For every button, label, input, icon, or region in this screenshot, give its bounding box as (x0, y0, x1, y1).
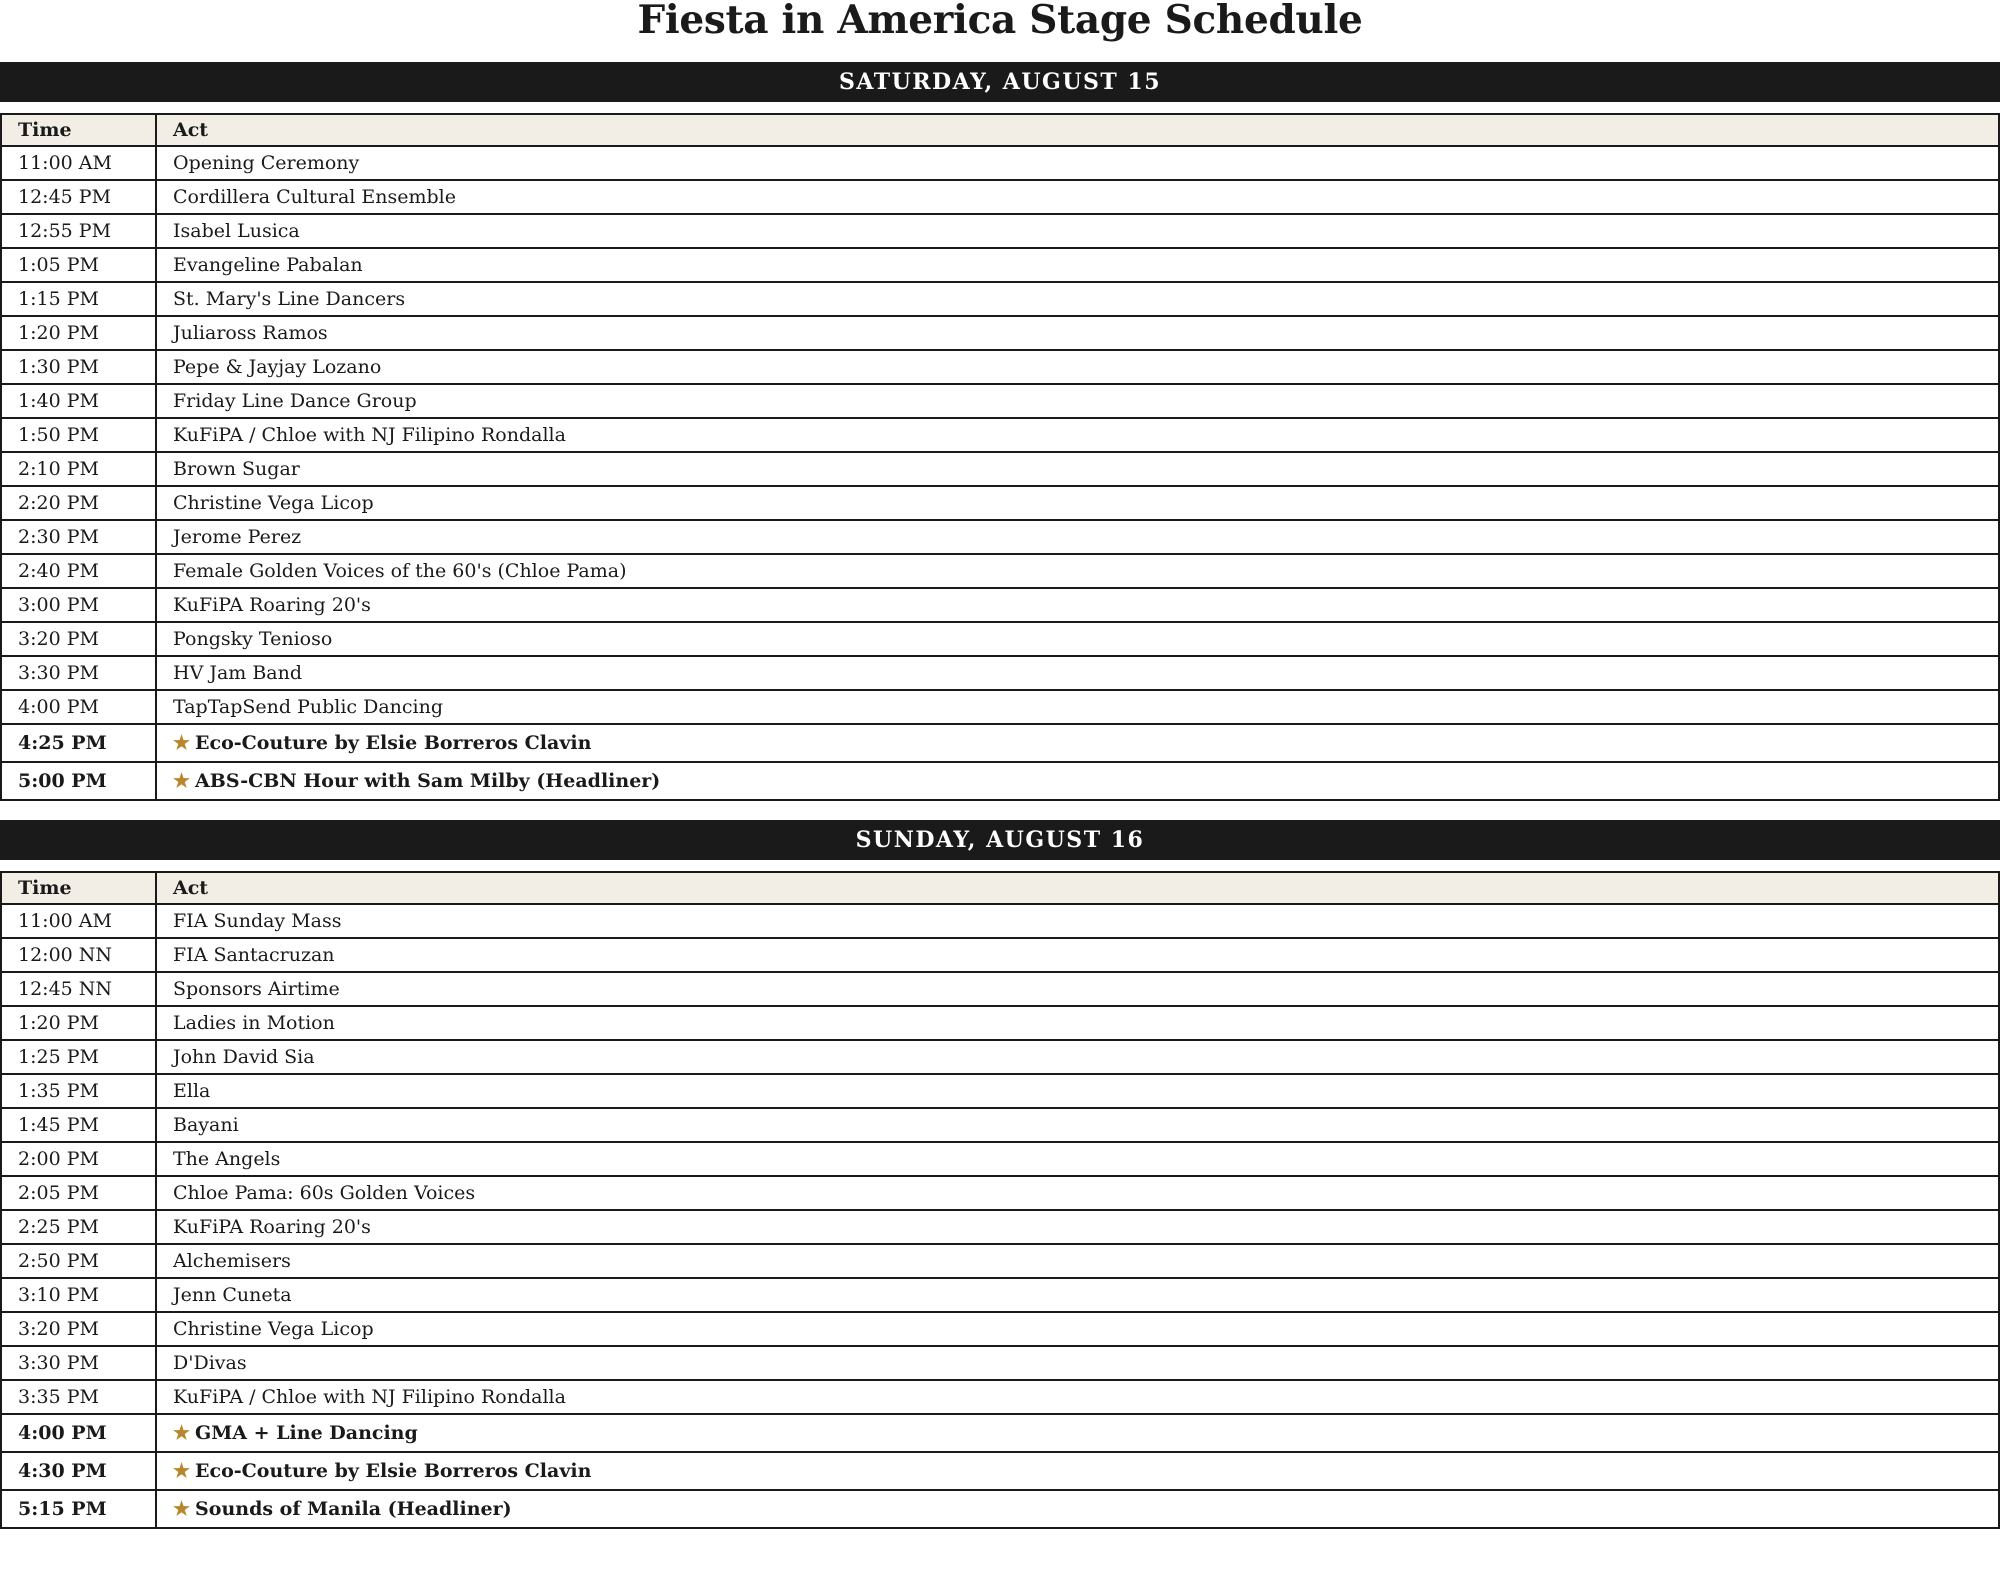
schedule-rows (1, 904, 1999, 1528)
star-icon: ★ (173, 1498, 191, 1520)
star-icon: ★ (173, 770, 191, 792)
time-cell: 3:00 PM (1, 588, 156, 622)
act-name: ABS-CBN Hour with Sam Milby (Headliner) (195, 770, 661, 792)
act-column-header: Act (156, 872, 1999, 904)
table-row (1, 486, 1999, 520)
table-row (1, 588, 1999, 622)
act-cell: The Angels (156, 1142, 1999, 1176)
star-icon: ★ (173, 1422, 191, 1444)
time-cell: 1:20 PM (1, 316, 156, 350)
act-cell: Isabel Lusica (156, 214, 1999, 248)
time-cell: 5:00 PM (1, 762, 156, 800)
time-cell: 1:50 PM (1, 418, 156, 452)
act-cell: Chloe Pama: 60s Golden Voices (156, 1176, 1999, 1210)
act-cell: FIA Sunday Mass (156, 904, 1999, 938)
schedule-table-saturday (0, 113, 2000, 801)
act-cell: Friday Line Dance Group (156, 384, 1999, 418)
act-cell: Jenn Cuneta (156, 1278, 1999, 1312)
table-row (1, 1452, 1999, 1490)
time-cell: 3:30 PM (1, 656, 156, 690)
time-cell: 5:15 PM (1, 1490, 156, 1528)
act-cell: Ladies in Motion (156, 1006, 1999, 1040)
time-cell: 4:00 PM (1, 690, 156, 724)
act-cell: FIA Santacruzan (156, 938, 1999, 972)
act-cell (156, 724, 1999, 762)
schedule-table-sunday (0, 871, 2000, 1529)
table-row (1, 180, 1999, 214)
act-cell: TapTapSend Public Dancing (156, 690, 1999, 724)
time-column-header: Time (1, 114, 156, 146)
day-saturday (0, 62, 2000, 801)
act-cell: KuFiPA / Chloe with NJ Filipino Rondalla (156, 418, 1999, 452)
table-row (1, 452, 1999, 486)
time-cell: 2:00 PM (1, 1142, 156, 1176)
time-cell: 1:45 PM (1, 1108, 156, 1142)
time-cell: 2:20 PM (1, 486, 156, 520)
time-cell: 3:35 PM (1, 1380, 156, 1414)
table-row (1, 1176, 1999, 1210)
time-cell: 4:00 PM (1, 1414, 156, 1452)
time-cell: 3:20 PM (1, 622, 156, 656)
act-cell: KuFiPA Roaring 20's (156, 1210, 1999, 1244)
time-cell: 11:00 AM (1, 146, 156, 180)
table-row (1, 622, 1999, 656)
act-name: GMA + Line Dancing (195, 1422, 418, 1444)
table-row (1, 350, 1999, 384)
time-cell: 2:30 PM (1, 520, 156, 554)
table-row (1, 1142, 1999, 1176)
time-cell: 2:25 PM (1, 1210, 156, 1244)
time-cell: 2:05 PM (1, 1176, 156, 1210)
time-cell: 2:40 PM (1, 554, 156, 588)
table-row (1, 972, 1999, 1006)
act-cell: Evangeline Pabalan (156, 248, 1999, 282)
table-row (1, 690, 1999, 724)
time-cell: 3:20 PM (1, 1312, 156, 1346)
act-cell (156, 1452, 1999, 1490)
table-row (1, 418, 1999, 452)
act-cell (156, 762, 1999, 800)
schedule-rows (1, 146, 1999, 800)
act-cell (156, 1490, 1999, 1528)
table-row (1, 1210, 1999, 1244)
table-row (1, 724, 1999, 762)
page-title: Fiesta in America Stage Schedule (637, 0, 1363, 43)
act-cell (156, 1414, 1999, 1452)
time-cell: 1:15 PM (1, 282, 156, 316)
table-row (1, 316, 1999, 350)
act-cell: Alchemisers (156, 1244, 1999, 1278)
act-cell: Christine Vega Licop (156, 1312, 1999, 1346)
time-cell: 1:25 PM (1, 1040, 156, 1074)
act-cell: Ella (156, 1074, 1999, 1108)
day-heading: SUNDAY, AUGUST 16 (0, 820, 2000, 860)
table-row (1, 520, 1999, 554)
table-row (1, 146, 1999, 180)
table-row (1, 1278, 1999, 1312)
act-cell: Jerome Perez (156, 520, 1999, 554)
act-name: Eco-Couture by Elsie Borreros Clavin (195, 1460, 592, 1482)
table-row (1, 1346, 1999, 1380)
act-cell: Brown Sugar (156, 452, 1999, 486)
table-header-row (1, 114, 1999, 146)
star-icon: ★ (173, 1460, 191, 1482)
table-row (1, 1312, 1999, 1346)
act-cell: Cordillera Cultural Ensemble (156, 180, 1999, 214)
time-cell: 12:55 PM (1, 214, 156, 248)
time-cell: 4:25 PM (1, 724, 156, 762)
act-cell: John David Sia (156, 1040, 1999, 1074)
time-cell: 1:30 PM (1, 350, 156, 384)
day-sunday (0, 820, 2000, 1529)
table-row (1, 1414, 1999, 1452)
act-cell: Sponsors Airtime (156, 972, 1999, 1006)
time-column-header: Time (1, 872, 156, 904)
time-cell: 4:30 PM (1, 1452, 156, 1490)
table-row (1, 904, 1999, 938)
section-spacer (0, 801, 2000, 820)
act-column-header: Act (156, 114, 1999, 146)
act-cell: Pepe & Jayjay Lozano (156, 350, 1999, 384)
act-cell: Bayani (156, 1108, 1999, 1142)
act-name: Eco-Couture by Elsie Borreros Clavin (195, 732, 592, 754)
table-row (1, 554, 1999, 588)
act-cell: HV Jam Band (156, 656, 1999, 690)
time-cell: 11:00 AM (1, 904, 156, 938)
time-cell: 1:35 PM (1, 1074, 156, 1108)
time-cell: 3:30 PM (1, 1346, 156, 1380)
table-row (1, 1006, 1999, 1040)
act-cell: Female Golden Voices of the 60's (Chloe Pama) (156, 554, 1999, 588)
act-cell: Christine Vega Licop (156, 486, 1999, 520)
table-row (1, 384, 1999, 418)
act-cell: St. Mary's Line Dancers (156, 282, 1999, 316)
time-cell: 3:10 PM (1, 1278, 156, 1312)
table-row (1, 214, 1999, 248)
act-cell: Opening Ceremony (156, 146, 1999, 180)
table-row (1, 938, 1999, 972)
time-cell: 12:45 NN (1, 972, 156, 1006)
table-row (1, 1380, 1999, 1414)
table-row (1, 1040, 1999, 1074)
table-row (1, 1244, 1999, 1278)
time-cell: 1:20 PM (1, 1006, 156, 1040)
time-cell: 1:05 PM (1, 248, 156, 282)
act-cell: Juliaross Ramos (156, 316, 1999, 350)
table-row (1, 248, 1999, 282)
act-name: Sounds of Manila (Headliner) (195, 1498, 512, 1520)
table-row (1, 1490, 1999, 1528)
act-cell: Pongsky Tenioso (156, 622, 1999, 656)
table-row (1, 762, 1999, 800)
table-row (1, 1108, 1999, 1142)
table-row (1, 282, 1999, 316)
star-icon: ★ (173, 732, 191, 754)
act-cell: KuFiPA Roaring 20's (156, 588, 1999, 622)
table-header-row (1, 872, 1999, 904)
time-cell: 1:40 PM (1, 384, 156, 418)
time-cell: 12:45 PM (1, 180, 156, 214)
table-row (1, 1074, 1999, 1108)
time-cell: 2:50 PM (1, 1244, 156, 1278)
table-row (1, 656, 1999, 690)
act-cell: D'Divas (156, 1346, 1999, 1380)
time-cell: 2:10 PM (1, 452, 156, 486)
time-cell: 12:00 NN (1, 938, 156, 972)
day-heading: SATURDAY, AUGUST 15 (0, 62, 2000, 102)
act-cell: KuFiPA / Chloe with NJ Filipino Rondalla (156, 1380, 1999, 1414)
